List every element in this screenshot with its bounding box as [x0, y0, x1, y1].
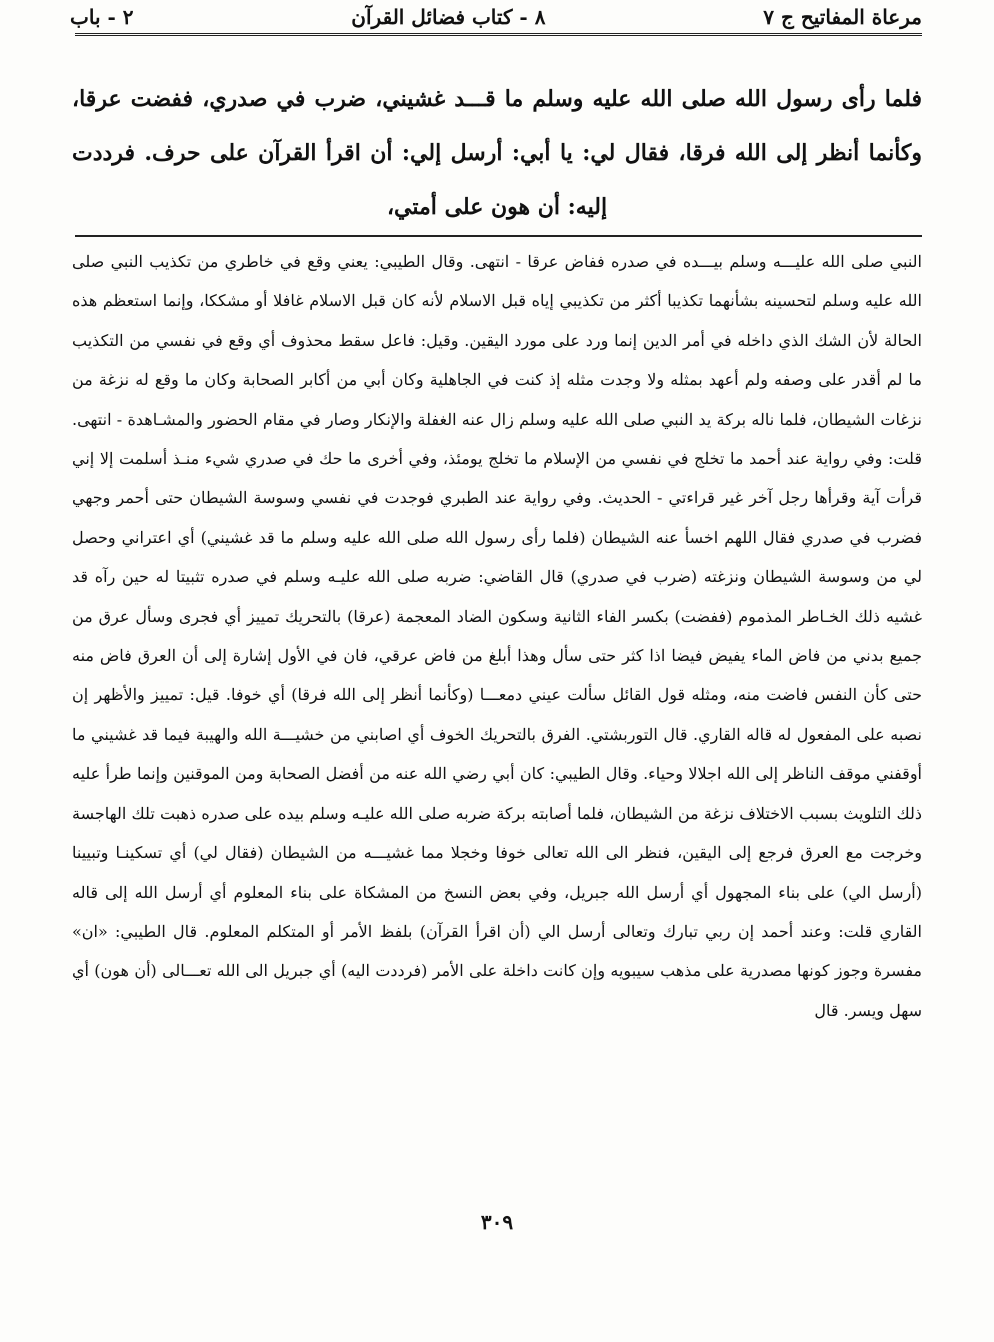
- header-section: ٢ - باب: [70, 5, 134, 29]
- header-chapter-title: ٨ - كتاب فضائل القرآن: [351, 5, 546, 29]
- section-divider: [75, 235, 922, 237]
- running-header: [70, 2, 922, 32]
- hadith-text: فلما رأى رسول الله صلى الله عليه وسلم ما قـــد غشيني، ضرب في صدري، ففضت عرقا، وكأنما أنظر إلى الله فرقا، فقال لي: يا أبي: أرسل إلي: أن اقرأ القرآن على حرف. فرددت إليه: أن هون على أمتي،: [72, 86, 922, 220]
- commentary-text: النبي صلى الله عليـــه وسلم بيـــده في صدره ففاض عرقا - انتهى. وقال الطيبي: يعني وقع في خاطري من تكذيب النبي صلى الله عليه وسلم لتحسينه بشأنهما تكذيبا أكثر من تكذيبي إياه قبل الاسلام لأنه كان قبل الاسلام غافلا أو مشككا، وإنما استعظم هذه الحالة لأن الشك الذي داخله في أمر الدين إنما ورد على مورد اليقين. وقيل: فاعل سقط محذوف أي وقع في نفسي من التكذيب ما لم أقدر على وصفه ولم أعهد بمثله ولا وجدت مثله إذ كنت في الجاهلية وكان أبي من أكابر الصحابة وكان ما وقع له نزغة من نزغات الشيطان، فلما ناله بركة يد النبي صلى الله عليه وسلم زال عنه الغفلة والإنكار وصار في مقام الحضور والمشـاهدة - انتهى. قلت: وفي رواية عند أحمد ما تخلج في نفسي من الإسلام ما تخلج يومئذ، وفي أخرى ما حك في صدري شيء منـذ أسلمت إلا إني قرأت آية وقرأها رجل آخر غير قراءتي - الحديث. وفي رواية عند الطبري فوجدت في نفسي وسوسة الشيطان حتى أحمر وجهي فضرب في صدري فقال اللهم اخسأ عنه الشيطان (فلما رأى رسول الله صلى الله عليه وسلم ما قد غشيني) أي اعتراني وحصل لي من وسوسة الشيطان ونزغته (ضرب في صدري) قال القاضي: ضربه صلى الله عليـه وسلم في صدره تثبيتا له حين رآه قد غشيه ذلك الخـاطر المذموم (ففضت) بكسر الفاء الثانية وسكون الضاد المعجمة (عرقا) بالتحريك تمييز أي فجرى وسأل عرق من جميع بدني من فاض الماء يفيض فيضا اذا كثر حتى سأل وهذا أبلغ من فاض عرقي، فان في الأول إشارة إلى أن العرق فاض منه حتى كأن النفس فاضت منه، ومثله قول القائل سألت عيني دمعـــا (وكأنما أنظر إلى الله فرقا) أي خوفا. قيل: تمييز والأظهر إن نصبه على المفعول له قاله القاري. قال التوربشتي. الفرق بالتحريك الخوف أي اصابني من خشيـــة الله والهيبة فيما قد غشيني ما أوقفني موقف الناظر إلى الله اجلالا وحياء. وقال الطيبي: كان أبي رضي الله عنه من أفضل الصحابة ومن الموقنين وإنما طرأ عليه ذلك التلويث بسبب الاختلاف نزغة من الشيطان، فلما أصابته بركة ضربه صلى الله عليـه وسلم بيده على صدره ذهبت تلك الهاجسة وخرجت مع العرق فرجع إلى اليقين، فنظر الى الله تعالى خوفا وخجلا مما غشيـــه من الشيطان (فقال لي) أي تسكينـا وتبيينا (أرسل الي) على بناء المجهول أي أرسل الله جبريل، وفي بعض النسخ من المشكاة على بناء المعلوم أي أرسل الله إلى قاله القاري قلت: وعند أحمد إن ربي تبارك وتعالى أرسل الي (أن اقرأ القرآن) بلفظ الأمر أو المتكلم المعلوم. قال الطيبي: «ان» مفسرة وجوز كونها مصدرية على مذهب سيبويه وإن كانت داخلة على الأمر (فرددت اليه) أي جبريل الى الله تعـــالى (أن هون) أي سهل ويسر. قال: [72, 252, 923, 1020]
- page-number: ٣٠٩: [480, 1210, 514, 1234]
- header-rule: [75, 33, 922, 36]
- header-volume-title: مرعاة المفاتيح ج ٧: [763, 5, 922, 29]
